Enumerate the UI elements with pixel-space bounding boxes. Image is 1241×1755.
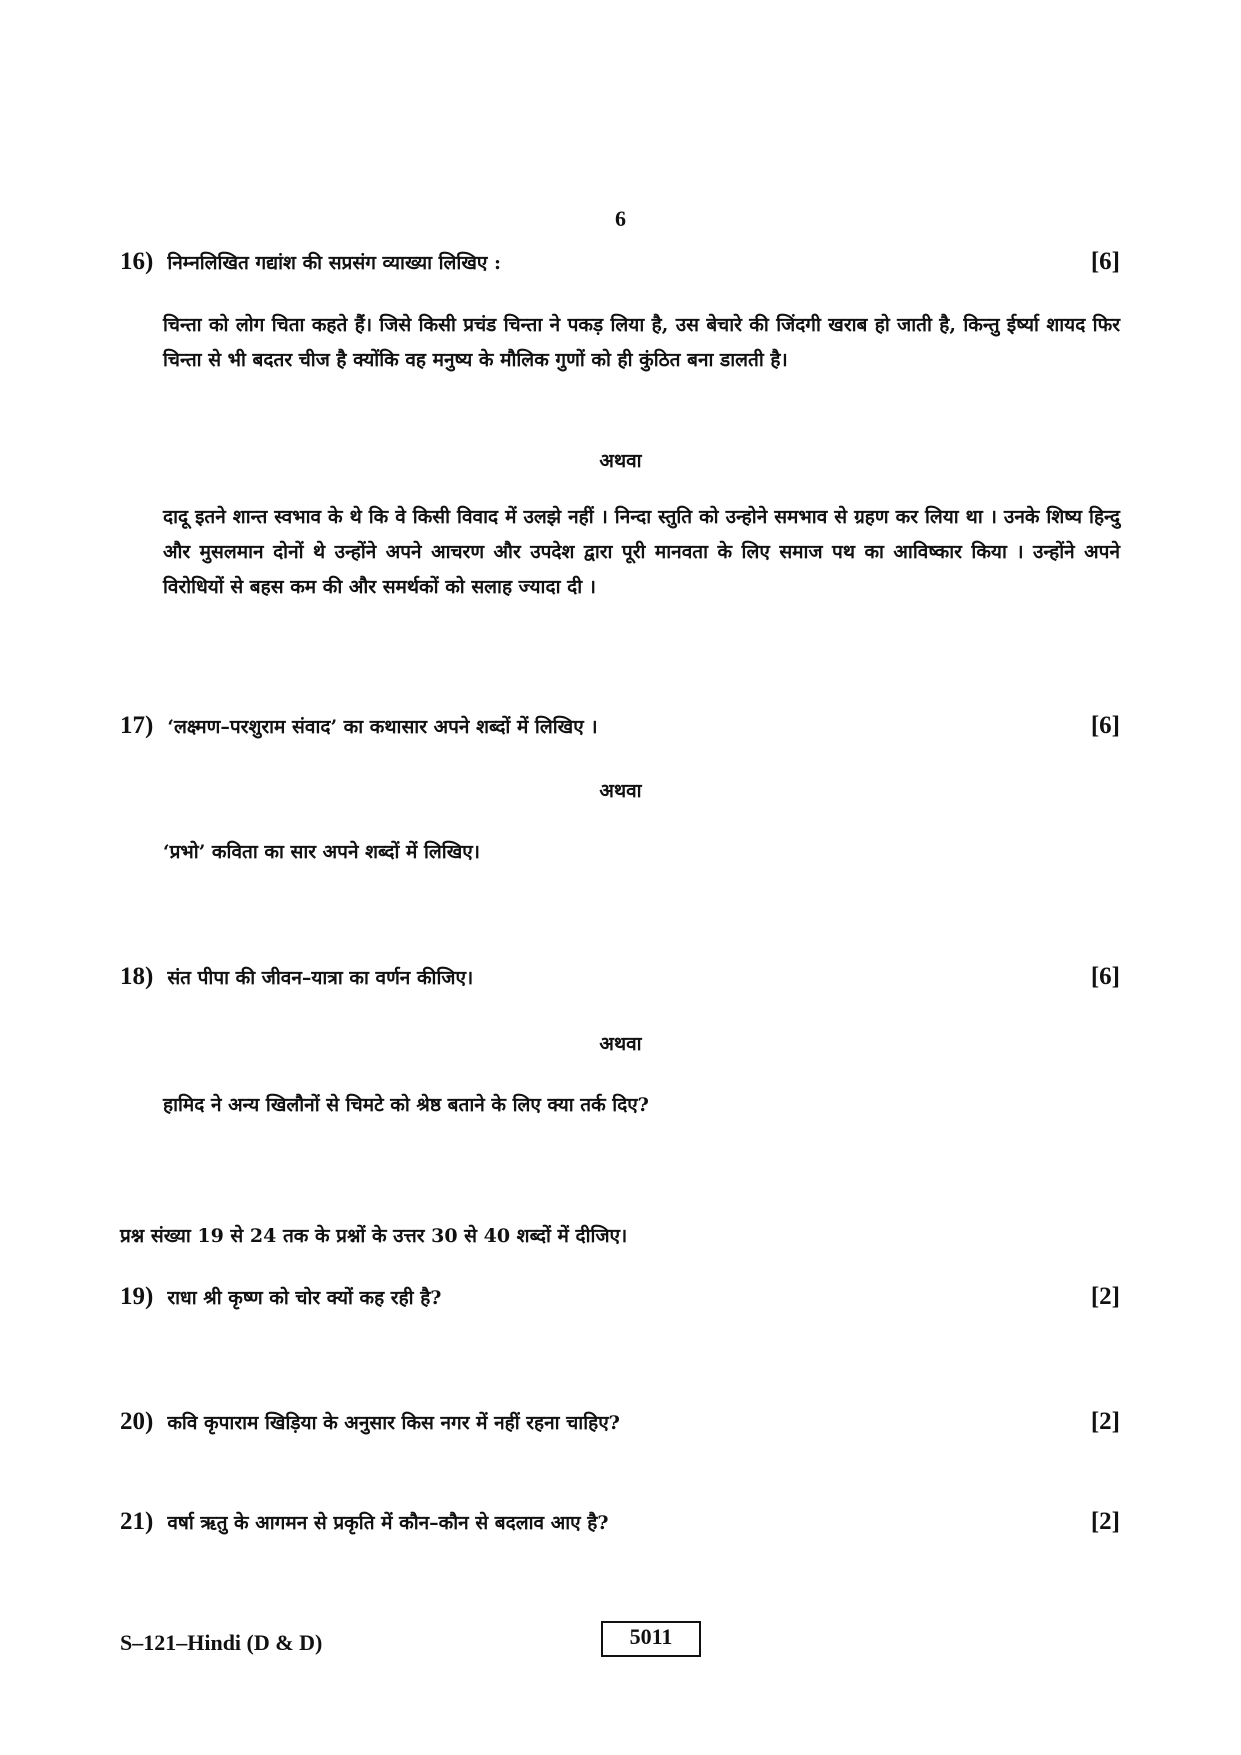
question-16 <box>120 248 1120 276</box>
or-label: अथवा <box>599 1033 642 1055</box>
question-17 <box>120 712 1120 740</box>
question-text: राधा श्री कृष्ण को चोर क्यों कह रही है? <box>167 1287 442 1309</box>
question-text: संत पीपा की जीवन–यात्रा का वर्णन कीजिए। <box>167 967 474 989</box>
or-label: अथवा <box>599 780 642 802</box>
marks: [6] <box>1090 712 1120 739</box>
passage-2: दादू इतने शान्त स्वभाव के थे कि वे किसी विवाद में उलझे नहीं । निन्दा स्तुति को उन्होने समभाव से ग्रहण कर लिया था । उनके शिष्य हिन्दु और मुसलमान दोनों थे उन्होंने अपने आचरण और उपदेश द्वारा पूरी मानवता के लिए समाज पथ का आविष्कार किया । उन्होंने अपने विरोधियों से बहस कम की और समर्थकों को सलाह ज्यादा दी । <box>163 506 1120 598</box>
or-label: अथवा <box>599 450 642 472</box>
question-18 <box>120 963 1120 991</box>
alt-question: ‘प्रभो’ कविता का सार अपने शब्दों में लिखिए। <box>163 841 480 863</box>
question-19 <box>120 1283 1120 1311</box>
marks: [2] <box>1090 1283 1120 1310</box>
marks: [2] <box>1090 1508 1120 1535</box>
question-21 <box>120 1508 1120 1536</box>
instruction: प्रश्न संख्या 19 से 24 तक के प्रश्नों के उत्तर 30 से 40 शब्दों में दीजिए। <box>120 1225 628 1247</box>
page-number: 6 <box>615 206 626 231</box>
paper-id-box: 5011 <box>601 1621 701 1657</box>
question-number: 21) <box>120 1508 154 1535</box>
question-20 <box>120 1408 1120 1436</box>
question-number: 19) <box>120 1283 154 1310</box>
question-text: वर्षा ऋतु के आगमन से प्रकृति में कौन–कौन से बदलाव आए है? <box>167 1512 609 1534</box>
marks: [6] <box>1090 963 1120 990</box>
alt-question: हामिद ने अन्य खिलौनों से चिमटे को श्रेष्ठ बताने के लिए क्या तर्क दिए? <box>163 1094 649 1116</box>
question-number: 16) <box>120 248 154 275</box>
paper-code: S–121–Hindi (D & D) <box>120 1630 323 1655</box>
passage-1: चिन्ता को लोग चिता कहते हैं। जिसे किसी प्रचंड चिन्ता ने पकड़ लिया है, उस बेचारे की जिंदगी खराब हो जाती है, किन्तु ईर्ष्या शायद फिर चिन्ता से भी बदतर चीज है क्योंकि वह मनुष्य के मौलिक गुणों को ही कुंठित बना डालती है। <box>163 314 1120 371</box>
question-text: निम्नलिखित गद्यांश की सप्रसंग व्याख्या लिखिए : <box>167 252 502 274</box>
marks: [6] <box>1090 248 1120 275</box>
question-number: 18) <box>120 963 154 990</box>
question-number: 20) <box>120 1408 154 1435</box>
question-text: कवि कृपाराम खिड़िया के अनुसार किस नगर में नहीं रहना चाहिए? <box>167 1412 620 1434</box>
marks: [2] <box>1090 1408 1120 1435</box>
question-number: 17) <box>120 712 154 739</box>
question-text: ‘लक्ष्मण–परशुराम संवाद’ का कथासार अपने शब्दों में लिखिए । <box>167 716 598 738</box>
